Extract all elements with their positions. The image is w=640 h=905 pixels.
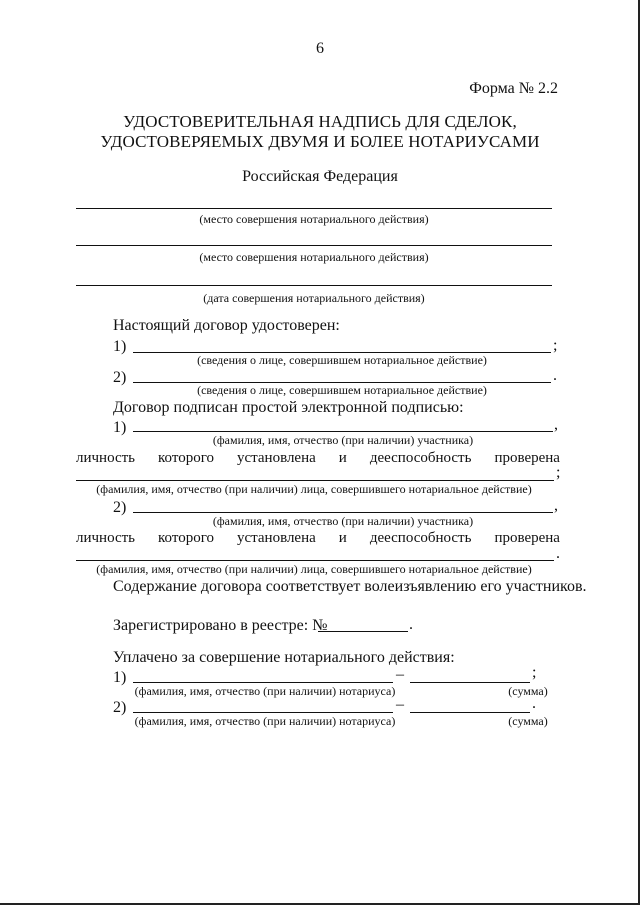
item-number-2: 2)	[113, 369, 127, 386]
participant-line-1	[133, 431, 553, 432]
identity-line-2	[76, 530, 560, 547]
dash-2: –	[396, 696, 404, 713]
place-line-2	[76, 245, 552, 246]
title-line-1: УДОСТОВЕРИТЕЛЬНАЯ НАДПИСЬ ДЛЯ СДЕЛОК,	[123, 112, 517, 131]
verifier-1-punct: ;	[556, 464, 561, 481]
registry-number-line	[318, 631, 408, 632]
identity-word: дееспособность	[369, 530, 472, 546]
form-number: Форма № 2.2	[469, 80, 558, 97]
participant-line-2	[133, 512, 553, 513]
signer-number-2: 2)	[113, 499, 127, 516]
participant-1-punct: ,	[554, 416, 558, 433]
notary-name-caption-2: (фамилия, имя, отчество (при наличии) нотариуса)	[134, 714, 396, 728]
identity-word: личность	[76, 450, 136, 466]
identity-word: личность	[76, 530, 136, 546]
date-line	[76, 285, 552, 286]
contract-certified-heading: Настоящий договор удостоверен:	[113, 317, 340, 334]
verifier-line-1	[76, 480, 554, 481]
certifier-2-punct: .	[553, 367, 557, 384]
item-number-1: 1)	[113, 338, 127, 355]
pay-number-1: 1)	[113, 669, 127, 686]
notary-name-caption-1: (фамилия, имя, отчество (при наличии) нотариуса)	[134, 684, 396, 698]
identity-word: проверена	[494, 450, 560, 466]
identity-word: проверена	[494, 530, 560, 546]
content-statement: Содержание договора соответствует волеизъявлению его участников.	[113, 578, 587, 595]
sum-caption-2: (сумма)	[508, 714, 548, 728]
verifier-line-2	[76, 560, 554, 561]
verifier-caption-2: (фамилия, имя, отчество (при наличии) лица, совершившего нотариальное действие)	[96, 562, 532, 576]
verifier-caption-1: (фамилия, имя, отчество (при наличии) лица, совершившего нотариальное действие)	[96, 482, 532, 496]
participant-2-punct: ,	[554, 497, 558, 514]
identity-word: установлена	[236, 530, 316, 546]
participant-caption-2: (фамилия, имя, отчество (при наличии) участника)	[212, 514, 474, 528]
certifier-caption-2: (сведения о лице, совершившем нотариальное действие)	[197, 383, 487, 397]
place-caption-2: (место совершения нотариального действия)	[199, 250, 429, 264]
title-line-2: УДОСТОВЕРЯЕМЫХ ДВУМЯ И БОЛЕЕ НОТАРИУСАМИ	[100, 132, 540, 151]
identity-word: установлена	[236, 450, 316, 466]
identity-word: и	[338, 530, 347, 546]
place-line-1	[76, 208, 552, 209]
pay-1-punct: ;	[532, 664, 537, 681]
notary-name-line-1	[133, 682, 393, 683]
registry-label: Зарегистрировано в реестре: №	[113, 617, 328, 634]
identity-word: и	[338, 450, 347, 466]
signer-number-1: 1)	[113, 419, 127, 436]
certifier-1-punct: ;	[553, 337, 558, 354]
certifier-caption-1: (сведения о лице, совершившем нотариальное действие)	[197, 353, 487, 367]
dash-1: –	[396, 666, 404, 683]
pay-number-2: 2)	[113, 699, 127, 716]
registry-punct: .	[409, 616, 413, 633]
pay-2-punct: .	[532, 695, 536, 712]
sum-line-1	[410, 682, 530, 683]
identity-word: которого	[158, 530, 214, 546]
verifier-2-punct: .	[556, 545, 560, 562]
sum-caption-1: (сумма)	[508, 684, 548, 698]
paid-heading: Уплачено за совершение нотариального действия:	[113, 649, 455, 666]
page-number: 6	[316, 40, 324, 57]
signed-heading: Договор подписан простой электронной подписью:	[113, 399, 464, 416]
identity-word: которого	[158, 450, 214, 466]
notary-name-line-2	[133, 712, 393, 713]
participant-caption-1: (фамилия, имя, отчество (при наличии) участника)	[212, 433, 474, 447]
date-caption: (дата совершения нотариального действия)	[203, 291, 425, 305]
country: Российская Федерация	[242, 168, 398, 185]
identity-line-1	[76, 450, 560, 467]
sum-line-2	[410, 712, 530, 713]
identity-word: дееспособность	[369, 450, 472, 466]
place-caption-1: (место совершения нотариального действия)	[199, 212, 429, 226]
